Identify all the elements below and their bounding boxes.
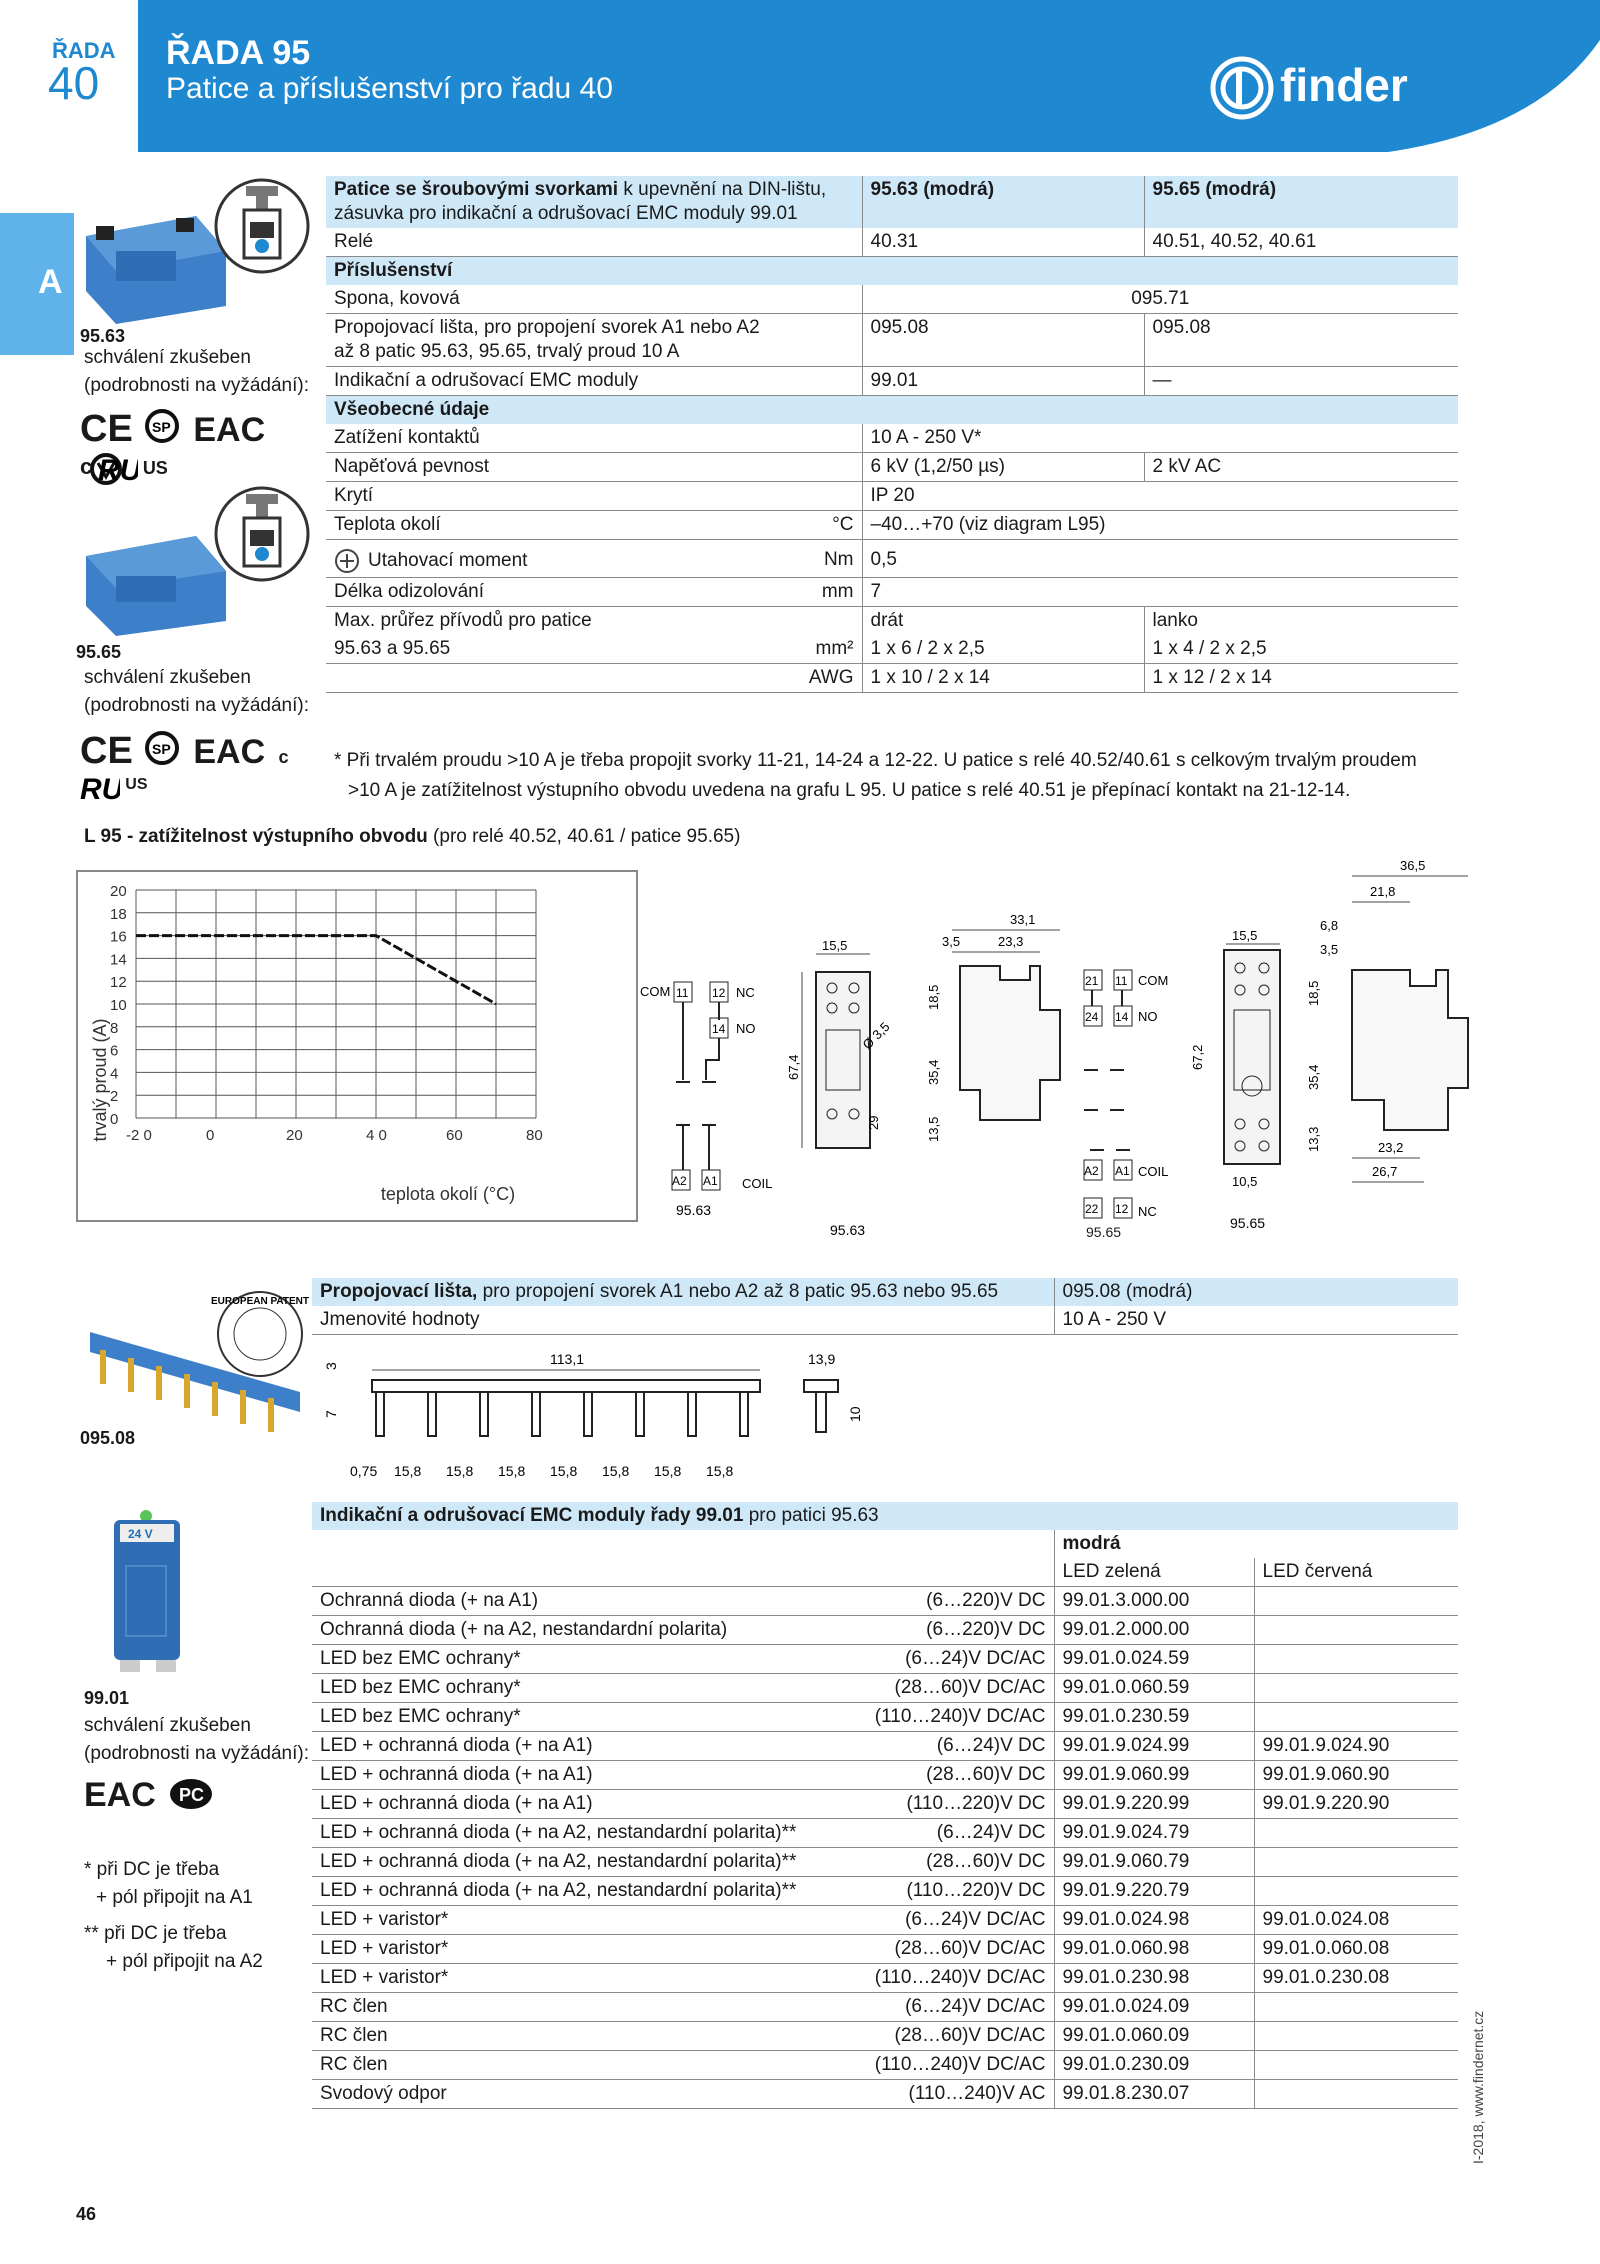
jumper-pin	[376, 1392, 384, 1436]
ld-7: 7	[323, 1410, 339, 1418]
emc-row-green: 99.01.9.060.79	[1054, 1848, 1254, 1877]
emc-row-green: 99.01.0.024.59	[1054, 1645, 1254, 1674]
chart-xtick: 0	[206, 1127, 215, 1144]
accessories-heading: Příslušenství	[326, 257, 1458, 286]
socket-9565-image	[76, 526, 236, 636]
ul-us-2: US	[125, 776, 148, 793]
table-row	[312, 1703, 1458, 1732]
side-footer: I-2018, www.findernet.cz	[1470, 2010, 1486, 2164]
emc-col-red: LED červená	[1254, 1558, 1458, 1587]
emc-row-green: 99.01.0.024.98	[1054, 1906, 1254, 1935]
emc-row-voltage: (6…220)V DC	[820, 1587, 1054, 1616]
screw-terminal-icon	[212, 176, 312, 276]
emc-row-name: LED bez EMC ochrany*	[312, 1703, 820, 1732]
table-row	[312, 1964, 1458, 1993]
ul-mark-9563	[80, 454, 200, 494]
emc-row-name: RC člen	[312, 2022, 820, 2051]
emc-row-red	[1254, 1877, 1458, 1906]
side-diagram-9565	[1300, 850, 1480, 1220]
s2-232: 23,2	[1378, 1140, 1404, 1155]
approval-9901: schválení zkušeben	[84, 1715, 251, 1736]
emc-row-green: 99.01.3.000.00	[1054, 1587, 1254, 1616]
emc-row-voltage: (6…220)V DC	[820, 1616, 1054, 1645]
emc-row-name: LED + varistor*	[312, 1906, 820, 1935]
chart-ytick: 14	[110, 951, 127, 969]
pitch-label: 15,8	[654, 1463, 682, 1479]
chart-frame	[77, 871, 637, 1221]
s2-218: 21,8	[1370, 884, 1396, 899]
emc-row-red: 99.01.0.024.08	[1254, 1906, 1458, 1935]
row-moment-v: 0,5	[862, 540, 1458, 578]
row-prurez-mm-unit: mm²	[696, 635, 862, 664]
emc-module-label: 24 V	[128, 1527, 153, 1541]
emc-row-voltage: (110…240)V AC	[820, 2080, 1054, 2109]
row-napetova-label: Napěťová pevnost	[326, 453, 862, 482]
row-prurez-mm-v1: 1 x 6 / 2 x 2,5	[862, 635, 1144, 664]
emc-row-voltage: (28…60)V DC/AC	[820, 1935, 1054, 1964]
emc-row-name: Svodový odpor	[312, 2080, 820, 2109]
section-tab: A	[0, 213, 74, 355]
row-spona-v: 095.71	[862, 285, 1458, 314]
w2-t22: 22	[1085, 1202, 1099, 1216]
emc-row-green: 99.01.9.024.99	[1054, 1732, 1254, 1761]
ul-logo-icon-2	[80, 773, 120, 803]
pitch-label: 15,8	[602, 1463, 630, 1479]
table-row	[312, 1906, 1458, 1935]
emc-table	[312, 1502, 1458, 2109]
spec-col-9563: 95.63 (modrá)	[862, 176, 1144, 228]
row-delka-label: Délka odizolování	[326, 578, 696, 607]
jumper-code: 095.08 (modrá)	[1054, 1278, 1458, 1306]
jumper-pin	[584, 1392, 592, 1436]
approval-marks-9563	[80, 408, 310, 448]
emc-row-voltage: (28…60)V DC	[820, 1761, 1054, 1790]
chart-ytick: 18	[110, 905, 127, 923]
page-number: 46	[76, 2204, 97, 2224]
emc-row-name: Ochranná dioda (+ na A1)	[312, 1587, 820, 1616]
row-rele-v1: 40.31	[862, 228, 1144, 257]
row-teplota-label: Teplota okolí	[326, 511, 696, 540]
pitch-label: 15,8	[498, 1463, 526, 1479]
table-row	[312, 1790, 1458, 1819]
w2-label: 95.65	[1086, 1224, 1122, 1240]
row-prurez-mm-label: 95.63 a 95.65	[326, 635, 696, 664]
emc-row-name: RC člen	[312, 1993, 820, 2022]
row-emc-v1: 99.01	[862, 367, 1144, 396]
chart-xtick: -2 0	[126, 1127, 152, 1144]
w2-no: NO	[1138, 1009, 1158, 1024]
emc-row-green: 99.01.0.230.09	[1054, 2051, 1254, 2080]
emc-row-name: Ochranná dioda (+ na A2, nestandardní polarita)	[312, 1616, 820, 1645]
s2-365: 36,5	[1400, 858, 1426, 873]
page-title: ŘADA 95	[166, 34, 311, 72]
emc-title: Indikační a odrušovací EMC moduly řady 99.01 pro patici 95.63	[312, 1502, 1458, 1530]
emc-row-voltage: (28…60)V DC	[820, 1848, 1054, 1877]
d1-35: Ø 3,5	[859, 1019, 893, 1053]
finder-logo	[1210, 56, 1460, 120]
ld-3: 3	[323, 1362, 339, 1370]
w2-t12: 12	[1115, 1202, 1129, 1216]
row-zatizeni-v: 10 A - 250 V*	[862, 424, 1458, 453]
w1-t12: 12	[712, 986, 726, 1000]
approval-note-9565: (podrobnosti na vyžádání):	[84, 695, 309, 716]
emc-note-1: * při DC je třeba + pól připojit na A1	[84, 1859, 253, 1908]
w1-a1: A1	[703, 1174, 718, 1188]
table-row	[312, 2022, 1458, 2051]
table-row	[312, 2051, 1458, 2080]
svg-text:RU: RU	[80, 773, 120, 803]
emc-row-name: LED bez EMC ochrany*	[312, 1674, 820, 1703]
emc-row-green: 99.01.0.230.59	[1054, 1703, 1254, 1732]
s2-68: 6,8	[1320, 918, 1339, 933]
s1-135: 13,5	[926, 1116, 941, 1142]
finder-logo-text: finder	[1280, 59, 1408, 111]
emc-row-red	[1254, 2080, 1458, 2109]
approval-marks-9565	[80, 730, 330, 803]
emc-module-image	[106, 1506, 196, 1676]
w2-t11: 11	[1115, 974, 1128, 988]
dims-diagram-9565	[1184, 920, 1304, 1240]
jumper-pin	[428, 1392, 436, 1436]
emc-row-name: LED + ochranná dioda (+ na A2, nestandardní polarita)**	[312, 1848, 820, 1877]
emc-row-voltage: (110…220)V DC	[820, 1877, 1054, 1906]
d1-label: 95.63	[830, 1222, 866, 1238]
jumper-pin	[688, 1392, 696, 1436]
chart-xtick: 60	[446, 1127, 463, 1144]
emc-row-green: 99.01.9.220.79	[1054, 1877, 1254, 1906]
emc-row-name: LED + ochranná dioda (+ na A1)	[312, 1732, 820, 1761]
ld-139: 13,9	[808, 1351, 836, 1367]
d1-29: 29	[866, 1115, 881, 1130]
emc-row-name: LED + ochranná dioda (+ na A2, nestandardní polarita)**	[312, 1819, 820, 1848]
s1-233: 23,3	[998, 934, 1024, 949]
torque-screw-icon	[334, 548, 360, 574]
emc-row-green: 99.01.0.024.09	[1054, 1993, 1254, 2022]
emc-row-name: RC člen	[312, 2051, 820, 2080]
row-delka-unit: mm	[696, 578, 862, 607]
emc-row-red	[1254, 1645, 1458, 1674]
table-row	[312, 1645, 1458, 1674]
chart-ytick: 16	[110, 928, 127, 946]
emc-row-red	[1254, 2022, 1458, 2051]
approval-marks-9901	[84, 1776, 244, 1816]
ul-c-2: c	[278, 747, 289, 767]
product-code-09508: 095.08	[80, 1428, 136, 1448]
s1-331: 33,1	[1010, 912, 1036, 927]
emc-row-red	[1254, 1993, 1458, 2022]
row-prurez-awg-v2: 1 x 12 / 2 x 14	[1144, 664, 1458, 693]
emc-row-red	[1254, 1674, 1458, 1703]
csa-mark-icon-2	[144, 730, 184, 766]
emc-row-voltage: (28…60)V DC/AC	[820, 1674, 1054, 1703]
emc-row-red: 99.01.0.060.08	[1254, 1935, 1458, 1964]
row-lista-v1: 095.08	[862, 314, 1144, 367]
approval-9563: schválení zkušeben	[84, 347, 251, 368]
emc-row-green: 99.01.2.000.00	[1054, 1616, 1254, 1645]
series-label: ŘADA	[52, 38, 116, 63]
d2-672: 67,2	[1190, 1044, 1205, 1070]
table-row	[312, 2080, 1458, 2109]
emc-row-voltage: (110…240)V DC/AC	[820, 2051, 1054, 2080]
row-teplota-v: –40…+70 (viz diagram L95)	[862, 511, 1458, 540]
table-row	[312, 1935, 1458, 1964]
chart-ytick: 20	[110, 883, 127, 900]
s2-35: 3,5	[1320, 942, 1339, 957]
emc-row-voltage: (6…24)V DC/AC	[820, 1906, 1054, 1935]
d2-105: 10,5	[1232, 1174, 1258, 1189]
load-chart	[76, 870, 638, 1222]
product-code-9563: 95.63	[80, 326, 126, 346]
chart-xlabel: teplota okolí (°C)	[380, 1184, 516, 1204]
emc-row-red	[1254, 2051, 1458, 2080]
table-row	[312, 1674, 1458, 1703]
ld-10: 10	[847, 1406, 863, 1422]
w2-nc: NC	[1138, 1204, 1157, 1219]
row-teplota-unit: °C	[696, 511, 862, 540]
row-napetova-v1: 6 kV (1,2/50 µs)	[862, 453, 1144, 482]
emc-row-green: 99.01.8.230.07	[1054, 2080, 1254, 2109]
row-prurez-label: Max. průřez přívodů pro patice	[334, 610, 592, 631]
row-kryti-label: Krytí	[326, 482, 862, 511]
pitch-label: 15,8	[446, 1463, 474, 1479]
table-row	[312, 1761, 1458, 1790]
ul-us: US	[142, 458, 168, 478]
approval-note-9563: (podrobnosti na vyžádání):	[84, 375, 309, 396]
row-emc-v2: —	[1144, 367, 1458, 396]
jumper-dims-diagram	[320, 1340, 900, 1480]
emc-row-red	[1254, 1587, 1458, 1616]
emc-row-voltage: (6…24)V DC/AC	[820, 1645, 1054, 1674]
emc-row-voltage: (28…60)V DC/AC	[820, 2022, 1054, 2051]
w2-t21: 21	[1085, 974, 1099, 988]
row-lista-label: Propojovací lišta, pro propojení svorek A1 nebo A2 až 8 patic 95.63, 95.65, trvalý proud 10 A	[326, 314, 862, 367]
chart-ytick: 12	[110, 974, 127, 992]
emc-row-green: 99.01.9.024.79	[1054, 1819, 1254, 1848]
row-delka-v: 7	[862, 578, 1458, 607]
product-code-9901: 99.01	[84, 1688, 130, 1708]
emc-row-green: 99.01.0.060.59	[1054, 1674, 1254, 1703]
chart-ytick: 2	[110, 1088, 119, 1106]
s2-185: 18,5	[1306, 980, 1321, 1006]
row-zatizeni-label: Zatížení kontaktů	[326, 424, 862, 453]
svg-text:SP: SP	[152, 741, 171, 757]
ld-075: 0,75	[350, 1463, 378, 1479]
svg-text:PC: PC	[179, 1785, 205, 1805]
chart-xtick: 20	[286, 1127, 303, 1144]
patent-seal-text: EUROPEAN PATENT	[211, 1296, 309, 1307]
d1-155: 15,5	[822, 938, 848, 953]
emc-row-name: LED + ochranná dioda (+ na A2, nestandardní polarita)**	[312, 1877, 820, 1906]
emc-row-red	[1254, 1819, 1458, 1848]
row-prurez-awg-v1: 1 x 10 / 2 x 14	[862, 664, 1144, 693]
w2-coil: COIL	[1138, 1164, 1169, 1179]
d1-674: 67,4	[786, 1054, 801, 1080]
ld-1131: 113,1	[550, 1351, 584, 1367]
table-row	[312, 1819, 1458, 1848]
side-diagram-9563	[900, 910, 1070, 1170]
footnote-line2: >10 A je zatížitelnost výstupního obvodu uvedena na grafu L 95. U patice s relé 40.51 je přepínací kontakt na 21-12-14.	[348, 780, 1351, 801]
w1-no: NO	[736, 1021, 756, 1036]
footnote	[334, 746, 1417, 806]
w1-label: 95.63	[676, 1202, 712, 1218]
jumper-pin	[532, 1392, 540, 1436]
emc-row-voltage: (6…24)V DC	[820, 1732, 1054, 1761]
chart-xtick: 4 0	[366, 1127, 387, 1144]
table-row	[312, 1616, 1458, 1645]
w2-a2: A2	[1084, 1164, 1099, 1178]
chart-ytick: 10	[110, 997, 127, 1014]
table-row	[312, 1877, 1458, 1906]
row-prurez-awg-unit: AWG	[696, 664, 862, 693]
w2-t14: 14	[1115, 1010, 1129, 1024]
emc-row-voltage: (6…24)V DC	[820, 1819, 1054, 1848]
chart-title: L 95 - zatížitelnost výstupního obvodu (pro relé 40.52, 40.61 / patice 95.65)	[84, 826, 741, 847]
jumper-table	[312, 1278, 1458, 1335]
chart-xtick: 80	[526, 1127, 543, 1144]
pitch-label: 15,8	[550, 1463, 578, 1479]
emc-row-green: 99.01.0.230.98	[1054, 1964, 1254, 1993]
d2-label: 95.65	[1230, 1215, 1266, 1231]
d2-155: 15,5	[1232, 928, 1258, 943]
s1-35: 3,5	[942, 934, 961, 949]
row-moment-unit: Nm	[696, 540, 862, 578]
emc-row-voltage: (6…24)V DC/AC	[820, 1993, 1054, 2022]
w1-com: COM	[640, 984, 671, 999]
jumper-pin	[480, 1392, 488, 1436]
emc-row-name: LED bez EMC ochrany*	[312, 1645, 820, 1674]
ul-logo-icon	[98, 454, 138, 484]
w1-t11: 11	[676, 986, 689, 1000]
dims-diagram-9563	[780, 930, 900, 1240]
approval-9565: schválení zkušeben	[84, 667, 251, 688]
row-moment-label: Utahovací moment	[326, 540, 696, 578]
table-row	[312, 1848, 1458, 1877]
row-kryti-v: IP 20	[862, 482, 1458, 511]
w2-a1: A1	[1115, 1164, 1130, 1178]
emc-row-red	[1254, 1848, 1458, 1877]
row-rele-label: Relé	[326, 228, 862, 257]
table-row	[312, 1587, 1458, 1616]
w1-nc: NC	[736, 985, 755, 1000]
w1-coil: COIL	[742, 1176, 773, 1191]
row-emc-label: Indikační a odrušovací EMC moduly	[326, 367, 862, 396]
chart-ylabel: trvalý proud (A)	[90, 1018, 110, 1142]
approval-note-9901: (podrobnosti na vyžádání):	[84, 1743, 309, 1764]
svg-text:SP: SP	[152, 419, 171, 435]
chart-ytick: 4	[110, 1065, 119, 1083]
emc-row-name: LED + varistor*	[312, 1935, 820, 1964]
emc-row-name: LED + ochranná dioda (+ na A1)	[312, 1761, 820, 1790]
emc-row-green: 99.01.0.060.98	[1054, 1935, 1254, 1964]
row-rele-v2: 40.51, 40.52, 40.61	[1144, 228, 1458, 257]
table-row	[312, 1732, 1458, 1761]
row-napetova-v2: 2 kV AC	[1144, 453, 1458, 482]
row-prurez-v2: lanko	[1144, 607, 1458, 636]
table-row	[312, 1993, 1458, 2022]
emc-row-name: LED + varistor*	[312, 1964, 820, 1993]
w1-t14: 14	[712, 1022, 726, 1036]
wiring-diagram-9563	[636, 920, 796, 1230]
eac-mark-2: EAC	[193, 733, 266, 771]
spec-header-title: Patice se šroubovými svorkami k upevnění na DIN-lištu, zásuvka pro indikační a odrušovací EMC moduly 99.01	[326, 176, 862, 228]
row-prurez-mm-v2: 1 x 4 / 2 x 2,5	[1144, 635, 1458, 664]
spec-col-9565: 95.65 (modrá)	[1144, 176, 1458, 228]
ce-mark: CE	[80, 408, 133, 450]
emc-row-red: 99.01.9.220.90	[1254, 1790, 1458, 1819]
page-subtitle: Patice a příslušenství pro řadu 40	[166, 72, 613, 105]
pitch-label: 15,8	[706, 1463, 734, 1479]
jumper-rated-label: Jmenovité hodnoty	[312, 1306, 1054, 1335]
jumper-bar-image	[80, 1282, 320, 1442]
finder-logo-icon	[1210, 56, 1274, 120]
chart-ytick: 0	[110, 1111, 119, 1128]
ul-c: c	[80, 454, 93, 479]
wiring-diagram-9565	[1070, 960, 1200, 1240]
s2-133: 13,3	[1306, 1126, 1321, 1152]
jumper-title: Propojovací lišta, pro propojení svorek A1 nebo A2 až 8 patic 95.63 nebo 95.65	[312, 1278, 1054, 1306]
row-prurez-v1: drát	[862, 607, 1144, 636]
eac-mark-3: EAC	[84, 1776, 156, 1814]
svg-text:RU: RU	[97, 454, 138, 484]
general-heading: Všeobecné údaje	[326, 396, 1458, 425]
row-spona-label: Spona, kovová	[326, 285, 862, 314]
chart-ytick: 8	[110, 1019, 119, 1037]
jumper-rated-v: 10 A - 250 V	[1054, 1306, 1458, 1335]
s1-354: 35,4	[926, 1059, 941, 1085]
emc-col-green: LED zelená	[1054, 1558, 1254, 1587]
csa-mark-icon	[144, 408, 184, 444]
w2-com: COM	[1138, 973, 1169, 988]
emc-row-name: LED + ochranná dioda (+ na A1)	[312, 1790, 820, 1819]
emc-col-group: modrá	[1054, 1530, 1458, 1558]
pitch-label: 15,8	[394, 1463, 422, 1479]
s2-354: 35,4	[1306, 1064, 1321, 1090]
socket-spec-table	[326, 176, 1458, 693]
emc-note-2: ** při DC je třeba + pól připojit na A2	[84, 1923, 263, 1972]
chart-ytick: 6	[110, 1042, 119, 1060]
eac-mark: EAC	[193, 411, 266, 449]
emc-row-red	[1254, 1703, 1458, 1732]
emc-row-green: 99.01.0.060.09	[1054, 2022, 1254, 2051]
emc-row-voltage: (110…240)V DC/AC	[820, 1703, 1054, 1732]
emc-row-green: 99.01.9.060.99	[1054, 1761, 1254, 1790]
w1-a2: A2	[672, 1174, 687, 1188]
footnote-line1: * Při trvalém proudu >10 A je třeba propojit svorky 11-21, 14-24 a 12-22. U patice s relé 40.52/40.61 s celkovým trvalým proudem	[334, 750, 1417, 771]
series-number: 40	[48, 57, 100, 109]
emc-row-red: 99.01.0.230.08	[1254, 1964, 1458, 1993]
emc-row-green: 99.01.9.220.99	[1054, 1790, 1254, 1819]
emc-row-red: 99.01.9.060.90	[1254, 1761, 1458, 1790]
emc-row-red: 99.01.9.024.90	[1254, 1732, 1458, 1761]
s1-185: 18,5	[926, 984, 941, 1010]
jumper-pin	[636, 1392, 644, 1436]
s2-267: 26,7	[1372, 1164, 1398, 1179]
w2-t24: 24	[1085, 1010, 1099, 1024]
emc-row-voltage: (110…240)V DC/AC	[820, 1964, 1054, 1993]
emc-row-red	[1254, 1616, 1458, 1645]
emc-row-voltage: (110…220)V DC	[820, 1790, 1054, 1819]
ce-mark-2: CE	[80, 730, 133, 772]
product-code-9565: 95.65	[76, 642, 122, 662]
gost-mark-icon	[167, 1776, 215, 1812]
row-lista-v2: 095.08	[1144, 314, 1458, 367]
jumper-pin	[740, 1392, 748, 1436]
